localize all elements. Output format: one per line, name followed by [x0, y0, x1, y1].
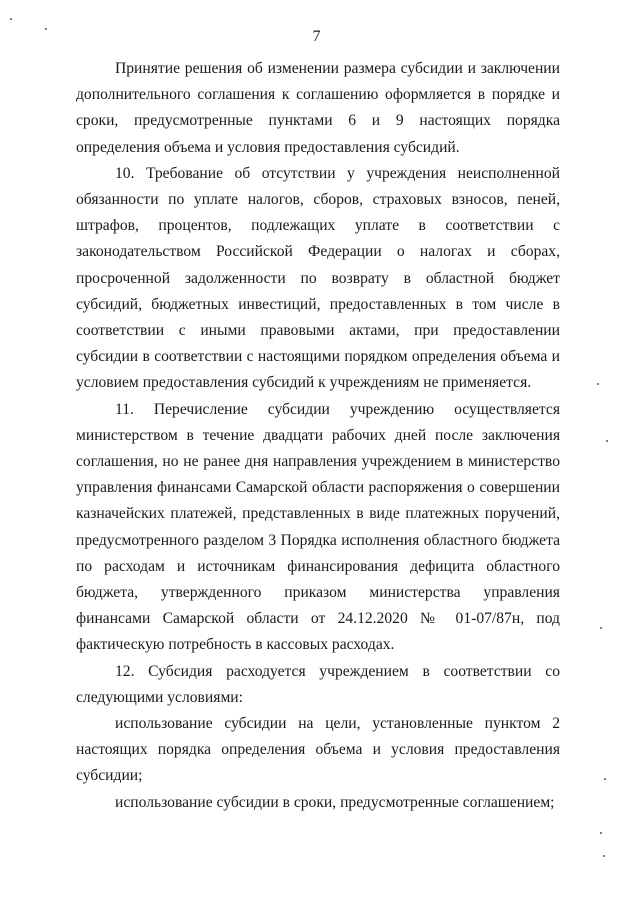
- paragraph-item-11: 11. Перечисление субсидии учреждению осуществляется министерством в течение двадцати рабочих дней после заключения соглашения, но не ранее дня направления учреждением в министерство управления финансами Самарской области распоряжения о совершении казначейских платежей, представленных в виде платежных поручений, предусмотренного разделом 3 Порядка исполнения областного бюджета по расходам и источникам финансирования дефицита областного бюджета, утвержденного приказом министерства управления финансами Самарской области от 24.12.2020 № 01-07/87н, под фактическую потребность в кассовых расходах.: [76, 400, 560, 654]
- paragraph-item-10: 10. Требование об отсутствии у учреждения неисполненной обязанности по уплате налогов, сборов, страховых взносов, пеней, штрафов, процентов, подлежащих уплате в соответствии с законодательством Российской Федерации о налогах и сборах, просроченной задолженности по возврату в областной бюджет субсидий, бюджетных инвестиций, предоставленных в том числе в соответствии с иными правовыми актами, при предоставлении субсидии в соответствии с настоящими порядком определения объема и условием предоставления субсидий к учреждениям не применяется.: [76, 164, 560, 392]
- scan-speck: [603, 855, 605, 857]
- scan-speck: [45, 28, 47, 30]
- document-body: [76, 56, 560, 816]
- paragraph-item-12: 12. Субсидия расходуется учреждением в соответствии со следующими условиями:: [76, 662, 560, 706]
- paragraph-decision: Принятие решения об изменении размера субсидии и заключении дополнительного соглашения к соглашению оформляется в порядке и сроки, предусмотренные пунктами 6 и 9 настоящих порядка определения объема и условия предоставления субсидий.: [76, 60, 560, 156]
- paragraph-condition-purpose: использование субсидии на цели, установленные пунктом 2 настоящих порядка определения объема и условия предоставления субсидии;: [76, 715, 560, 785]
- scan-speck: [10, 18, 12, 20]
- scan-speck: [600, 832, 602, 834]
- page-number: 7: [312, 28, 321, 45]
- scan-speck: [606, 440, 608, 442]
- scan-speck: [604, 778, 606, 780]
- scan-speck: [597, 383, 599, 385]
- scan-speck: [600, 627, 602, 629]
- paragraph-condition-terms: использование субсидии в сроки, предусмотренные соглашением;: [115, 793, 555, 811]
